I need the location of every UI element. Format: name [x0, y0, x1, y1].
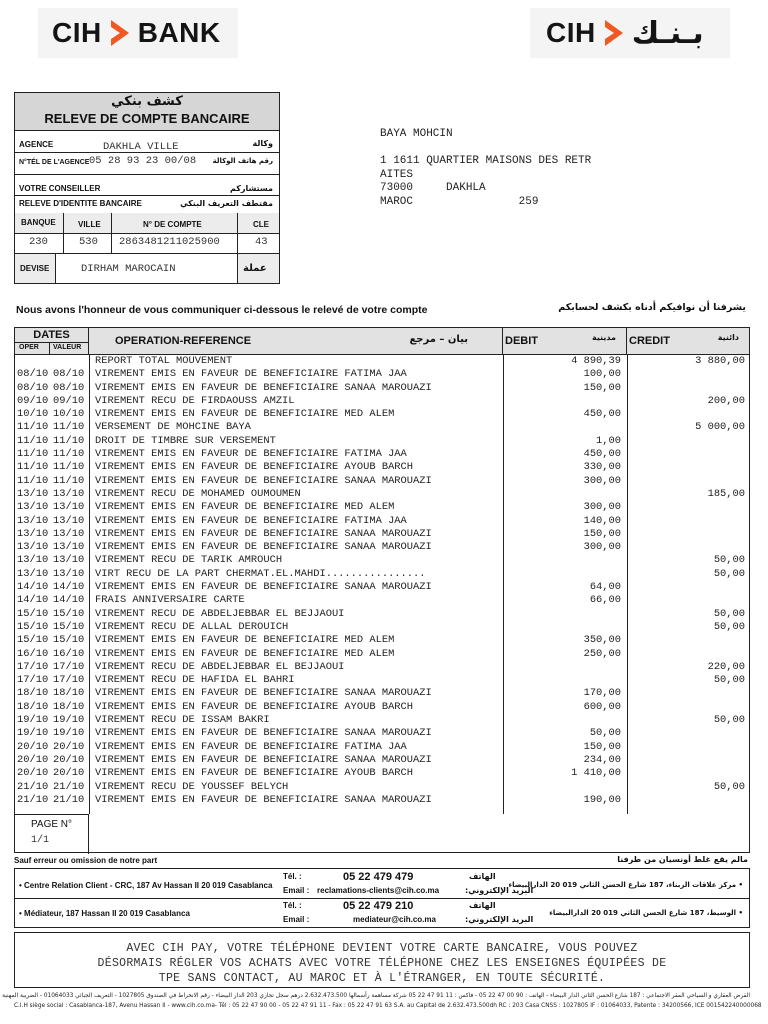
oper-date: 16/10 [17, 647, 49, 660]
cih-bank-logo-left [38, 8, 238, 58]
operation-label: VIREMENT RECU DE TARIK AMROUCH [95, 554, 283, 567]
value-date: 10/10 [53, 408, 85, 421]
table-row [15, 461, 749, 474]
logo-cih-text: CIH [52, 17, 102, 48]
credit-amount: 50,00 [713, 780, 745, 793]
med-email-label-ar: البريد الإلكتروني: [465, 915, 534, 924]
operation-label: VIREMENT EMIS EN FAVEUR DE BENEFICIAIRE SANAA MAROUAZI [95, 381, 432, 394]
value-date: 20/10 [53, 753, 85, 766]
value-date: 20/10 [53, 740, 85, 753]
operation-label: FRAIS ANNIVERSAIRE CARTE [95, 594, 245, 607]
page-number-cell [15, 814, 89, 854]
credit-amount: 220,00 [707, 660, 745, 673]
oper-date: 13/10 [17, 501, 49, 514]
crc-address-ar: • مركز علاقات الزبناء، 187 شارع الحسن الثاني 019 20 الدارالبيضاء [508, 881, 743, 889]
debit-amount: 330,00 [583, 461, 621, 474]
table-row [15, 355, 749, 368]
tel-label-ar: رقم هاتف الوكالة [212, 157, 273, 165]
logo-bank-text: BANK [137, 17, 221, 48]
value-date: 13/10 [53, 514, 85, 527]
agence-value: DAKHLA VILLE [103, 141, 179, 153]
debit-label-ar: مدينية [592, 333, 616, 342]
value-date: 17/10 [53, 660, 85, 673]
rib-label: RELEVE D'IDENTITE BANCAIRE [19, 199, 142, 208]
mediator-phone: 05 22 479 210 [343, 900, 414, 912]
operation-label: VIREMENT EMIS EN FAVEUR DE BENEFICIAIRE AYOUB BARCH [95, 461, 414, 474]
banque-value: 230 [29, 236, 48, 248]
chevron-logo-icon [108, 18, 132, 48]
operation-label: VIREMENT RECU DE ALLAL DEROUICH [95, 620, 289, 633]
oper-date: 11/10 [17, 474, 49, 487]
oper-date: 11/10 [17, 421, 49, 434]
devise-label: DEVISE [20, 264, 50, 273]
tel-label: N°TÉL DE L'AGENCE [19, 159, 90, 166]
address-code: 259 [518, 195, 539, 208]
value-date: 09/10 [53, 394, 85, 407]
oper-date: 13/10 [17, 487, 49, 500]
credit-amount: 185,00 [707, 487, 745, 500]
compte-value: 2863481211025900 [119, 236, 220, 248]
intro-text-ar: يشرفنا أن نوافيكم أدناه بكشف لحسابكم [558, 302, 746, 313]
credit-amount: 50,00 [713, 620, 745, 633]
chevron-logo-icon [602, 18, 626, 48]
value-date: 13/10 [53, 567, 85, 580]
value-date: 13/10 [53, 501, 85, 514]
operation-label: VIREMENT EMIS EN FAVEUR DE BENEFICIAIRE SANAA MAROUAZI [95, 753, 432, 766]
operation-label: VIREMENT EMIS EN FAVEUR DE BENEFICIAIRE SANAA MAROUAZI [95, 687, 432, 700]
col-ville: VILLE [78, 220, 101, 229]
operation-label: VIREMENT RECU DE ABDELJEBBAR EL BEJJAOUI [95, 660, 345, 673]
devise-value: DIRHAM MAROCAIN [81, 263, 176, 275]
oper-date: 11/10 [17, 461, 49, 474]
operation-label: VIREMENT RECU DE YOUSSEF BELYCH [95, 780, 289, 793]
table-row [15, 435, 749, 448]
debit-amount: 300,00 [583, 501, 621, 514]
address-line1: 1 1611 QUARTIER MAISONS DES RETR [380, 155, 592, 167]
oper-date: 15/10 [17, 620, 49, 633]
debit-amount: 450,00 [583, 448, 621, 461]
legal-ar: القرض العقاري و السياحي المقر الاجتماعي : 187 شارع الحسن الثاني الدار البيضاء - الهاتف : 90 00 47 22 05 - فاكس : 11 91 47 22 05 شركة مساهمة رأسمالها 2.632.473.500 درهم سجل تجاري 203 الدار البيضاء - رقم الانخراط في الصندوق 1027805 - التعريف الجبائي 01064033 - الضريبة المهنية [2, 993, 750, 999]
operation-label: VIREMENT RECU DE FIRDAOUSS AMZIL [95, 394, 295, 407]
table-row [15, 501, 749, 514]
disclaimer: Sauf erreur ou omission de notre part [14, 856, 158, 865]
operation-label: VIREMENT RECU DE MOHAMED OUMOUMEN [95, 487, 301, 500]
promo-line-3: TPE SANS CONTACT, AU MAROC ET À L'ÉTRANGER, EN TOUTE SÉCURITÉ. [158, 972, 606, 985]
value-date: 20/10 [53, 767, 85, 780]
value-date: 16/10 [53, 647, 85, 660]
operation-label: VIREMENT EMIS EN FAVEUR DE BENEFICIAIRE SANAA MAROUAZI [95, 541, 432, 554]
table-row [15, 382, 749, 395]
value-date: 15/10 [53, 620, 85, 633]
oper-date: 13/10 [17, 567, 49, 580]
table-row [15, 554, 749, 567]
table-row [15, 528, 749, 541]
table-row [15, 488, 749, 501]
debit-amount: 150,00 [583, 527, 621, 540]
credit-amount: 50,00 [713, 714, 745, 727]
dates-label: DATES [15, 328, 88, 343]
credit-amount: 200,00 [707, 394, 745, 407]
debit-amount: 140,00 [583, 514, 621, 527]
oper-date: 19/10 [17, 714, 49, 727]
value-date: 13/10 [53, 487, 85, 500]
value-date: 11/10 [53, 474, 85, 487]
col-cle: CLE [253, 220, 269, 229]
address-line2: AITES [380, 168, 414, 181]
customer-address [380, 128, 591, 209]
legal-fr: C.I.H siège social : Casablanca-187, Avenu Hassan II - www.cih.co.ma- Tél : 05 22 47 90 00 - 05 22 47 91 11 - Fax : 05 22 47 91 63 S.A. au Capital de 2.632.473.500dh RC : 203 Casa CNSS : 1027805 IF : 01064033, Patente : 34200566, ICE 001542240000068 [14, 1003, 762, 1009]
value-date: 14/10 [53, 581, 85, 594]
oper-date: 14/10 [17, 594, 49, 607]
devise-label-ar: عملة [243, 263, 267, 274]
debit-amount: 450,00 [583, 408, 621, 421]
operation-label: VIRT RECU DE LA PART CHERMAT.EL.MAHDI................ [95, 567, 426, 580]
oper-label: OPER [19, 344, 39, 351]
oper-date: 20/10 [17, 767, 49, 780]
operation-label: DROIT DE TIMBRE SUR VERSEMENT [95, 434, 276, 447]
operation-label: VIREMENT EMIS EN FAVEUR DE BENEFICIAIRE FATIMA JAA [95, 448, 407, 461]
crc-email[interactable]: reclamations-clients@cih.co.ma [317, 886, 440, 895]
oper-date: 17/10 [17, 674, 49, 687]
crc-tel-label: Tél. : [283, 872, 302, 881]
table-row [15, 781, 749, 794]
title-arabic: كشف بنكي [111, 94, 183, 109]
debit-amount: 1,00 [596, 434, 621, 447]
address-postal: 73000 [380, 182, 414, 194]
oper-date: 20/10 [17, 753, 49, 766]
value-date: 18/10 [53, 687, 85, 700]
debit-label: DEBIT [505, 335, 538, 347]
promo-box [14, 932, 750, 988]
table-row [15, 661, 749, 674]
table-row [15, 794, 749, 807]
value-date: 19/10 [53, 727, 85, 740]
crc-tel-label-ar: الهاتف [469, 872, 496, 881]
table-row [15, 714, 749, 727]
oper-date: 13/10 [17, 554, 49, 567]
crc-email-label-ar: البريد الإلكتروني: [465, 886, 534, 895]
value-date: 15/10 [53, 607, 85, 620]
oper-date: 15/10 [17, 607, 49, 620]
operation-label: VIREMENT EMIS EN FAVEUR DE BENEFICIAIRE FATIMA JAA [95, 368, 407, 381]
table-row [15, 767, 749, 780]
med-tel-label-ar: الهاتف [469, 901, 496, 910]
operation-label: VIREMENT RECU DE ABDELJEBBAR EL BEJJAOUI [95, 607, 345, 620]
oper-date: 08/10 [17, 381, 49, 394]
conseiller-label-ar: مستشاركم [229, 184, 273, 193]
oper-date: 11/10 [17, 448, 49, 461]
credit-amount: 3 880,00 [695, 355, 745, 367]
table-row [15, 687, 749, 700]
crc-email-label: Email : [283, 886, 310, 895]
table-row [15, 754, 749, 767]
table-row [15, 594, 749, 607]
account-info-box [14, 92, 280, 284]
table-row [15, 368, 749, 381]
credit-amount: 50,00 [713, 554, 745, 567]
med-email-label: Email : [283, 915, 310, 924]
debit-amount: 64,00 [589, 581, 621, 594]
mediator-address: • Médiateur, 187 Hassan II 20 019 Casablanca [19, 909, 190, 918]
debit-amount: 4 890,39 [571, 355, 621, 367]
table-row [15, 727, 749, 740]
oper-date: 21/10 [17, 793, 49, 806]
cle-value: 43 [255, 236, 268, 248]
operation-label: VIREMENT RECU DE ISSAM BAKRI [95, 714, 270, 727]
oper-date: 10/10 [17, 408, 49, 421]
valeur-label: VALEUR [53, 344, 82, 351]
ville-value: 530 [79, 236, 98, 248]
debit-amount: 190,00 [583, 793, 621, 806]
table-row [15, 741, 749, 754]
address-city: DAKHLA [446, 182, 486, 194]
conseiller-label: VOTRE CONSEILLER [19, 184, 101, 193]
debit-amount: 150,00 [583, 381, 621, 394]
oper-date: 14/10 [17, 581, 49, 594]
value-date: 14/10 [53, 594, 85, 607]
value-date: 21/10 [53, 780, 85, 793]
col-banque: BANQUE [21, 218, 56, 227]
value-date: 13/10 [53, 527, 85, 540]
debit-header [503, 328, 627, 355]
rib-label-ar: مقتطف التعريف البنكي [180, 199, 273, 208]
agence-label: AGENCE [19, 140, 54, 149]
oper-date: 19/10 [17, 727, 49, 740]
table-row [15, 408, 749, 421]
customer-name: BAYA MOHCIN [380, 128, 453, 140]
disclaimer-ar: مالم يقع غلط أونسيان من طرفنا [617, 855, 748, 864]
operation-label: OPERATION-REFERENCE [115, 335, 252, 347]
operation-label: REPORT TOTAL MOUVEMENT [95, 355, 233, 367]
debit-amount: 150,00 [583, 740, 621, 753]
table-row [15, 674, 749, 687]
debit-amount: 250,00 [583, 647, 621, 660]
mediator-address-ar: • الوسيط، 187 شارع الحسن الثاني 019 20 الدارالبيضاء [549, 909, 743, 917]
operation-label: VIREMENT EMIS EN FAVEUR DE BENEFICIAIRE AYOUB BARCH [95, 767, 414, 780]
oper-date: 13/10 [17, 541, 49, 554]
logo-arabic-text: بـنـك [631, 15, 704, 51]
oper-date: 13/10 [17, 514, 49, 527]
operation-label: VIREMENT EMIS EN FAVEUR DE BENEFICIAIRE MED ALEM [95, 408, 395, 421]
cih-bank-logo-right [530, 8, 730, 58]
page-label: PAGE N° [30, 819, 73, 830]
value-date: 19/10 [53, 714, 85, 727]
debit-amount: 350,00 [583, 634, 621, 647]
transactions-table [14, 327, 750, 853]
table-row [15, 448, 749, 461]
col-compte: N° DE COMPTE [143, 220, 202, 229]
operation-label-ar: بيان – مرجع [409, 334, 468, 345]
debit-amount: 234,00 [583, 753, 621, 766]
title-french: RELEVE DE COMPTE BANCAIRE [44, 111, 250, 126]
value-date: 08/10 [53, 368, 85, 381]
table-row [15, 621, 749, 634]
mediator-email[interactable]: mediateur@cih.co.ma [353, 915, 436, 924]
promo-line-2: DÉSORMAIS RÉGLER VOS ACHATS AVEC VOTRE TÉLÉPHONE CHEZ LES ENSEIGNES ÉQUIPÉES DE [97, 957, 667, 970]
operation-label: VIREMENT EMIS EN FAVEUR DE BENEFICIAIRE FATIMA JAA [95, 740, 407, 753]
oper-date: 21/10 [17, 780, 49, 793]
operation-label: VIREMENT EMIS EN FAVEUR DE BENEFICIAIRE SANAA MAROUAZI [95, 527, 432, 540]
oper-date: 08/10 [17, 368, 49, 381]
value-date: 13/10 [53, 554, 85, 567]
operation-label: VIREMENT EMIS EN FAVEUR DE BENEFICIAIRE SANAA MAROUAZI [95, 727, 432, 740]
oper-date: 18/10 [17, 700, 49, 713]
table-row [15, 568, 749, 581]
address-country: MAROC [380, 195, 414, 208]
credit-label: CREDIT [629, 335, 670, 347]
table-row [15, 541, 749, 554]
operation-label: VIREMENT EMIS EN FAVEUR DE BENEFICIAIRE FATIMA JAA [95, 514, 407, 527]
operation-header [89, 328, 503, 355]
operation-label: VIREMENT EMIS EN FAVEUR DE BENEFICIAIRE SANAA MAROUAZI [95, 581, 432, 594]
debit-amount: 1 410,00 [571, 767, 621, 780]
promo-line-1: AVEC CIH PAY, VOTRE TÉLÉPHONE DEVIENT VOTRE CARTE BANCAIRE, VOUS POUVEZ [126, 942, 638, 955]
oper-date: 20/10 [17, 740, 49, 753]
transaction-rows [15, 355, 749, 807]
oper-date: 13/10 [17, 527, 49, 540]
table-row [15, 515, 749, 528]
oper-date: 15/10 [17, 634, 49, 647]
table-row [15, 581, 749, 594]
value-date: 15/10 [53, 634, 85, 647]
operation-label: VIREMENT EMIS EN FAVEUR DE BENEFICIAIRE SANAA MAROUAZI [95, 474, 432, 487]
med-tel-label: Tél. : [283, 901, 302, 910]
operation-label: VIREMENT EMIS EN FAVEUR DE BENEFICIAIRE MED ALEM [95, 501, 395, 514]
dates-header [15, 328, 89, 355]
tel-value: 05 28 93 23 00/08 [89, 155, 197, 167]
value-date: 18/10 [53, 700, 85, 713]
agence-label-ar: وكالة [252, 139, 273, 148]
value-date: 11/10 [53, 461, 85, 474]
credit-amount: 5 000,00 [695, 421, 745, 434]
table-row [15, 648, 749, 661]
intro-text: Nous avons l'honneur de vous communiquer ci-dessous le relevé de votre compte [16, 304, 428, 316]
value-date: 11/10 [53, 421, 85, 434]
debit-amount: 66,00 [589, 594, 621, 607]
value-date: 13/10 [53, 541, 85, 554]
oper-date: 17/10 [17, 660, 49, 673]
operation-label: VIREMENT EMIS EN FAVEUR DE BENEFICIAIRE AYOUB BARCH [95, 700, 414, 713]
crc-address: • Centre Relation Client - CRC, 187 Av Hassan II 20 019 Casablanca [19, 881, 273, 890]
credit-label-ar: دائنية [717, 333, 739, 342]
crc-phone: 05 22 479 479 [343, 871, 414, 883]
value-date: 17/10 [53, 674, 85, 687]
contact-box [14, 868, 750, 928]
operation-label: VERSEMENT DE MOHCINE BAYA [95, 421, 251, 434]
operation-label: VIREMENT EMIS EN FAVEUR DE BENEFICIAIRE MED ALEM [95, 634, 395, 647]
operation-label: VIREMENT RECU DE HAFIDA EL BAHRI [95, 674, 295, 687]
table-row [15, 634, 749, 647]
credit-amount: 50,00 [713, 674, 745, 687]
value-date: 21/10 [53, 793, 85, 806]
oper-date: 09/10 [17, 394, 49, 407]
table-row [15, 395, 749, 408]
credit-amount: 50,00 [713, 607, 745, 620]
operation-label: VIREMENT EMIS EN FAVEUR DE BENEFICIAIRE MED ALEM [95, 647, 395, 660]
table-row [15, 421, 749, 434]
statement-title [15, 93, 279, 131]
debit-amount: 100,00 [583, 368, 621, 381]
table-row [15, 475, 749, 488]
debit-amount: 50,00 [589, 727, 621, 740]
debit-amount: 300,00 [583, 474, 621, 487]
table-row [15, 701, 749, 714]
operation-label: VIREMENT EMIS EN FAVEUR DE BENEFICIAIRE SANAA MAROUAZI [95, 793, 432, 806]
debit-amount: 170,00 [583, 687, 621, 700]
table-row [15, 608, 749, 621]
value-date: 11/10 [53, 448, 85, 461]
oper-date: 18/10 [17, 687, 49, 700]
oper-date: 11/10 [17, 434, 49, 447]
debit-amount: 600,00 [583, 700, 621, 713]
value-date: 08/10 [53, 381, 85, 394]
page-value: 1/1 [31, 835, 50, 846]
logo-cih-text-right: CIH [546, 17, 596, 48]
value-date: 11/10 [53, 434, 85, 447]
debit-amount: 300,00 [583, 541, 621, 554]
credit-header [627, 328, 749, 355]
credit-amount: 50,00 [713, 567, 745, 580]
